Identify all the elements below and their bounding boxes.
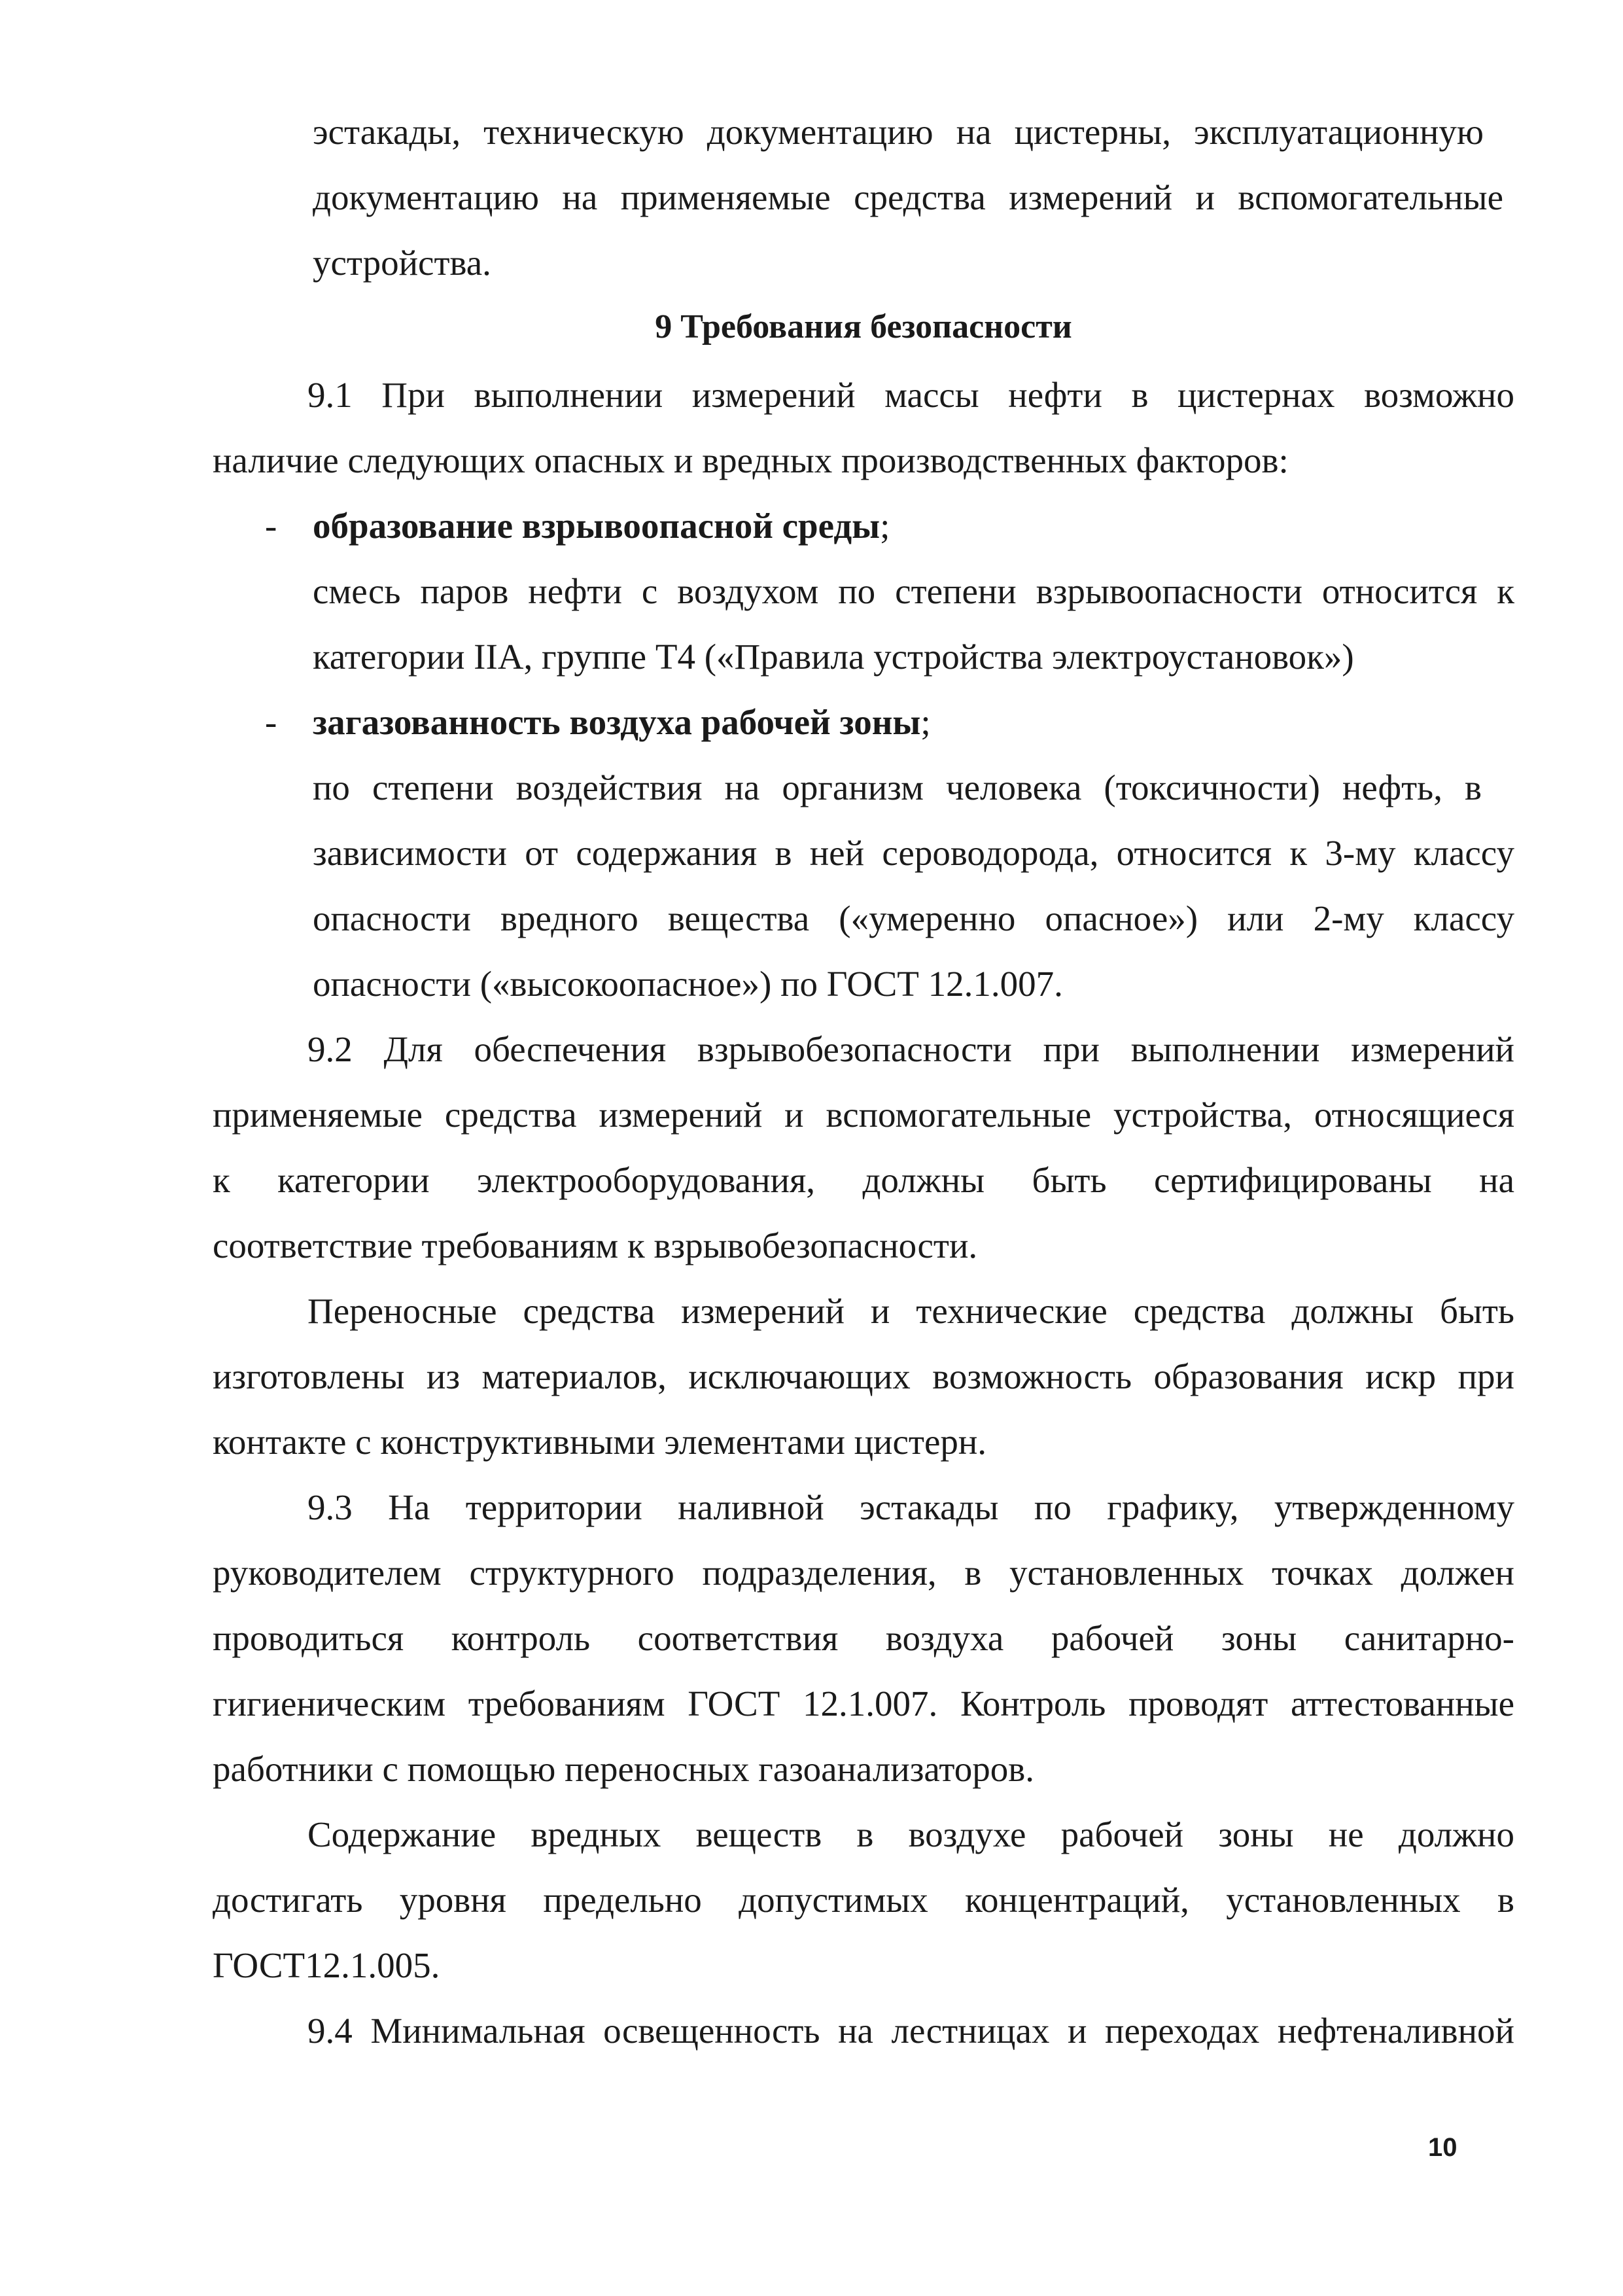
bullet1-suffix: ; — [880, 506, 890, 546]
p92b-line-1: Переносные средства измерений и технические средства должны быть — [307, 1291, 1514, 1331]
p93b-line-2: достигать уровня предельно допустимых концентраций, установленных в — [213, 1880, 1514, 1920]
p94-line-1: 9.4 Минимальная освещенность на лестницах и переходах нефтеналивной — [307, 2011, 1514, 2051]
p92b-line-2: изготовлены из материалов, исключающих возможность образования искр при — [213, 1356, 1514, 1396]
p92-line-1: 9.2 Для обеспечения взрывобезопасности при выполнении измерений — [307, 1029, 1514, 1069]
bullet1-line-1: смесь паров нефти с воздухом по степени взрывоопасности относится к — [313, 571, 1514, 611]
p92-line-4: соответствие требованиям к взрывобезопасности. — [213, 1226, 978, 1265]
intro-line-3: устройства. — [313, 243, 491, 283]
intro-line-1: эстакады, техническую документацию на цистерны, эксплуатационную — [313, 112, 1484, 152]
bullet-dash-1: - — [265, 506, 277, 546]
intro-line-2: документацию на применяемые средства измерений и вспомогательные — [313, 177, 1503, 217]
bullet2-line-1: по степени воздействия на организм человека (токсичности) нефть, в — [313, 768, 1482, 807]
bullet2-line-3: опасности вредного вещества («умеренно опасное») или 2-му классу — [313, 898, 1514, 938]
p91-line-1: 9.1 При выполнении измерений массы нефти в цистернах возможно — [307, 375, 1514, 415]
bullet2-line-2: зависимости от содержания в ней сероводорода, относится к 3-му классу — [313, 833, 1514, 873]
bullet1-title-line — [313, 505, 890, 547]
bullet2-title-line — [313, 701, 931, 743]
bullet1-title: образование взрывоопасной среды — [313, 506, 881, 546]
p92-line-3: к категории электрооборудования, должны быть сертифицированы на — [213, 1160, 1514, 1200]
bullet1-line-2: категории IIA, группе Т4 («Правила устройства электроустановок») — [313, 637, 1354, 677]
bullet2-line-4: опасности («высокоопасное») по ГОСТ 12.1.007. — [313, 964, 1063, 1004]
bullet2-title: загазованность воздуха рабочей зоны — [313, 702, 921, 742]
p92b-line-3: контакте с конструктивными элементами цистерн. — [213, 1422, 987, 1462]
bullet-dash-2: - — [265, 702, 277, 742]
p93-line-4: гигиеническим требованиям ГОСТ 12.1.007. Контроль проводят аттестованные — [213, 1684, 1514, 1723]
p93-line-3: проводиться контроль соответствия воздуха рабочей зоны санитарно- — [213, 1618, 1514, 1658]
p93-line-5: работники с помощью переносных газоанализаторов. — [213, 1749, 1034, 1789]
page-number: 10 — [1428, 2133, 1457, 2162]
p93-line-1: 9.3 На территории наливной эстакады по графику, утвержденному — [307, 1487, 1514, 1527]
p93b-line-1: Содержание вредных веществ в воздухе рабочей зоны не должно — [307, 1814, 1514, 1854]
p91-line-2: наличие следующих опасных и вредных производственных факторов: — [213, 440, 1289, 480]
p93b-line-3: ГОСТ12.1.005. — [213, 1945, 440, 1985]
bullet2-suffix: ; — [920, 702, 931, 742]
section-title: 9 Требования безопасности — [655, 308, 1072, 345]
p93-line-2: руководителем структурного подразделения, в установленных точках должен — [213, 1553, 1514, 1593]
p92-line-2: применяемые средства измерений и вспомогательные устройства, относящиеся — [213, 1095, 1514, 1135]
